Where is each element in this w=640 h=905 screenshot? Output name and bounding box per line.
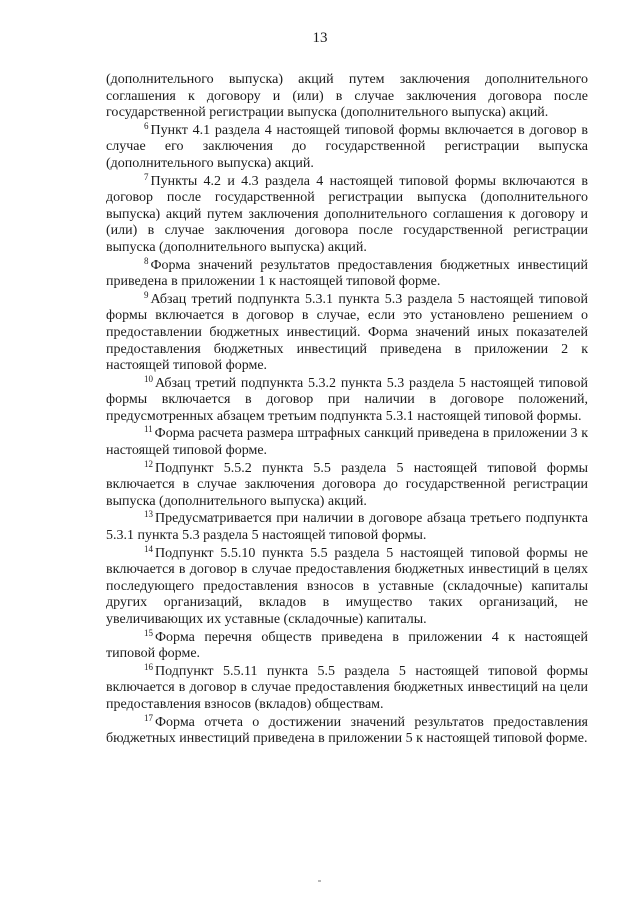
footnote-paragraph: [106, 627, 588, 663]
footnote-paragraph: [106, 255, 588, 291]
paragraph-text: Абзац третий подпункта 5.3.2 пункта 5.3 раздела 5 настоящей типовой формы включается в договор при наличии в договоре положений, предусмотренных абзацем третьим подпункта 5.3.1 настоящей типовой формы.: [106, 375, 588, 424]
footnote-paragraph: [106, 289, 588, 375]
paragraph-text: Абзац третий подпункта 5.3.1 пункта 5.3 раздела 5 настоящей типовой формы включается в договор в случае, если это установлено решением о предоставлении бюджетных инвестиций. Форма значений иных показателей предоставления бюджетных инвестиций приведена в приложении 2 к настоящей типовой форме.: [106, 291, 588, 374]
footnote-number: 7: [144, 171, 149, 182]
scan-dot: [318, 880, 321, 882]
footnote-paragraph: [106, 171, 588, 257]
footnote-paragraph: [106, 543, 588, 629]
footnote-number: 9: [144, 289, 149, 300]
paragraph-text: Форма отчета о достижении значений результатов предоставления бюджетных инвестиций приведена в приложении 5 к настоящей типовой форме.: [106, 714, 588, 747]
footnote-number: 14: [144, 543, 153, 554]
document-body: [106, 72, 588, 749]
footnote-number: 8: [144, 255, 149, 266]
footnote-number: 17: [144, 712, 153, 723]
footnote-paragraph: [106, 426, 588, 459]
paragraph-text: Подпункт 5.5.11 пункта 5.5 раздела 5 настоящей типовой формы включается в договор в случае предоставления бюджетных инвестиций на цели предоставления взносов (вкладов) обществам.: [106, 663, 588, 712]
footnote-number: 15: [144, 627, 153, 638]
paragraph-text: (дополнительного выпуска) акций путем заключения дополнительного соглашения к договору и (или) в случае заключения договора после государственной регистрации выпуска (дополнительного выпуска) акций.: [106, 72, 588, 121]
footnote-number: 11: [144, 424, 153, 435]
paragraph-text: Предусматривается при наличии в договоре абзаца третьего подпункта 5.3.1 пункта 5.3 раздела 5 настоящей типовой формы.: [106, 511, 588, 544]
footnote-number: 10: [144, 373, 153, 384]
page-number: 13: [312, 30, 328, 46]
footnote-number: 13: [144, 509, 153, 520]
paragraph-text: Пункт 4.1 раздела 4 настоящей типовой формы включается в договор в случае его заключения до государственной регистрации выпуска (дополнительного выпуска) акций.: [106, 122, 588, 171]
footnote-number: 12: [144, 458, 153, 469]
paragraph-text: Пункты 4.2 и 4.3 раздела 4 настоящей типовой формы включаются в договор после государственной регистрации выпуска (дополнительного выпуска) акций путем заключения дополнительного соглашения к договору и (или) в случае заключения договора после государственной регистрации выпуска (дополнительного выпуска) акций.: [106, 173, 588, 255]
paragraph-text: Форма значений результатов предоставления бюджетных инвестиций приведена в приложении 1 к настоящей типовой форме.: [106, 257, 588, 290]
paragraph-text: Подпункт 5.5.10 пункта 5.5 раздела 5 настоящей типовой формы не включается в договор в случае предоставления бюджетных инвестиций в целях последующего предоставления взносов в уставные (складочные) капиталы других организаций, вкладов в имущество таких организаций, не увеличивающих их уставные (складочные) капиталы.: [106, 545, 588, 627]
footnote-number: 6: [144, 120, 149, 131]
footnote-paragraph: [106, 511, 588, 544]
footnote-paragraph: [106, 120, 588, 173]
footnote-paragraph: [106, 373, 588, 426]
footnote-paragraph: [106, 458, 588, 511]
paragraph-text: Подпункт 5.5.2 пункта 5.5 раздела 5 настоящей типовой формы включается в случае заключения договора до государственной регистрации выпуска (дополнительного выпуска) акций.: [106, 460, 588, 509]
paragraph-text: Форма перечня обществ приведена в приложении 4 к настоящей типовой форме.: [106, 629, 588, 662]
footnote-number: 16: [144, 661, 153, 672]
paragraph-text: Форма расчета размера штрафных санкций приведена в приложении 3 к настоящей типовой форме.: [106, 426, 588, 459]
footnote-paragraph: [106, 661, 588, 714]
footnote-paragraph: [106, 712, 588, 748]
continuation-paragraph: [106, 72, 588, 122]
